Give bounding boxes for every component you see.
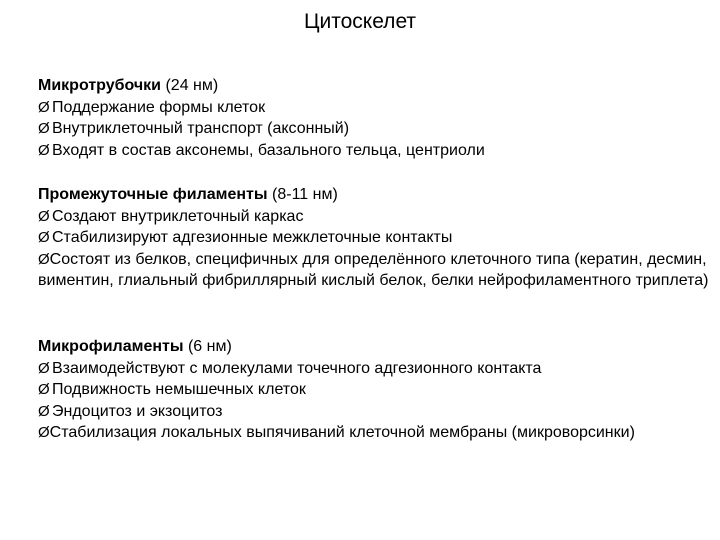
- list-item: Ø Взаимодействуют с молекулами точечного адгезионного контакта: [38, 358, 710, 380]
- section-name: Микрофиламенты: [38, 338, 184, 355]
- list-item: Ø Эндоцитоз и экзоцитоз: [38, 401, 710, 423]
- list-item: Ø Внутриклеточный транспорт (аксонный): [38, 118, 710, 140]
- section-microfilaments: [38, 336, 710, 444]
- section-intermediate-filaments: [38, 184, 710, 292]
- arrow-bullet-icon: Ø: [38, 229, 50, 246]
- list-item: Ø Входят в состав аксонемы, базального тельца, центриоли: [38, 140, 710, 162]
- section-size: (6 нм): [183, 338, 232, 355]
- list-item: Ø Подвижность немышечных клеток: [38, 379, 710, 401]
- section-heading: [38, 75, 710, 97]
- list-item: ØСтабилизация локальных выпячиваний клеточной мембраны (микроворсинки): [38, 424, 635, 441]
- list-item: ØСостоят из белков, специфичных для определённого клеточного типа (кератин, десмин, виментин, глиальный фибриллярный кислый белок, белки нейрофиламентного триплета): [38, 250, 709, 289]
- arrow-bullet-icon: Ø: [38, 402, 50, 420]
- list-item: Ø Создают внутриклеточный каркас: [38, 206, 710, 228]
- arrow-bullet-icon: Ø: [38, 141, 50, 159]
- section-heading: [38, 184, 710, 206]
- section-size: (8-11 нм): [267, 186, 338, 203]
- arrow-bullet-icon: Ø: [38, 250, 50, 268]
- section-name: Микротрубочки: [38, 77, 162, 94]
- arrow-bullet-icon: Ø: [38, 207, 50, 225]
- arrow-bullet-icon: Ø: [38, 120, 50, 137]
- arrow-bullet-icon: Ø: [38, 359, 50, 377]
- arrow-bullet-icon: Ø: [38, 98, 50, 116]
- arrow-bullet-icon: Ø: [38, 424, 50, 441]
- section-microtubules: [38, 75, 710, 161]
- list-item: Ø Стабилизируют адгезионные межклеточные контакты: [38, 227, 710, 249]
- section-name: Промежуточные филаменты: [38, 186, 268, 203]
- slide-title: Цитоскелет: [303, 10, 417, 33]
- arrow-bullet-icon: Ø: [38, 381, 50, 398]
- section-size: (24 нм): [161, 77, 219, 94]
- list-item: Ø Поддержание формы клеток: [38, 97, 710, 119]
- section-heading: [38, 336, 710, 358]
